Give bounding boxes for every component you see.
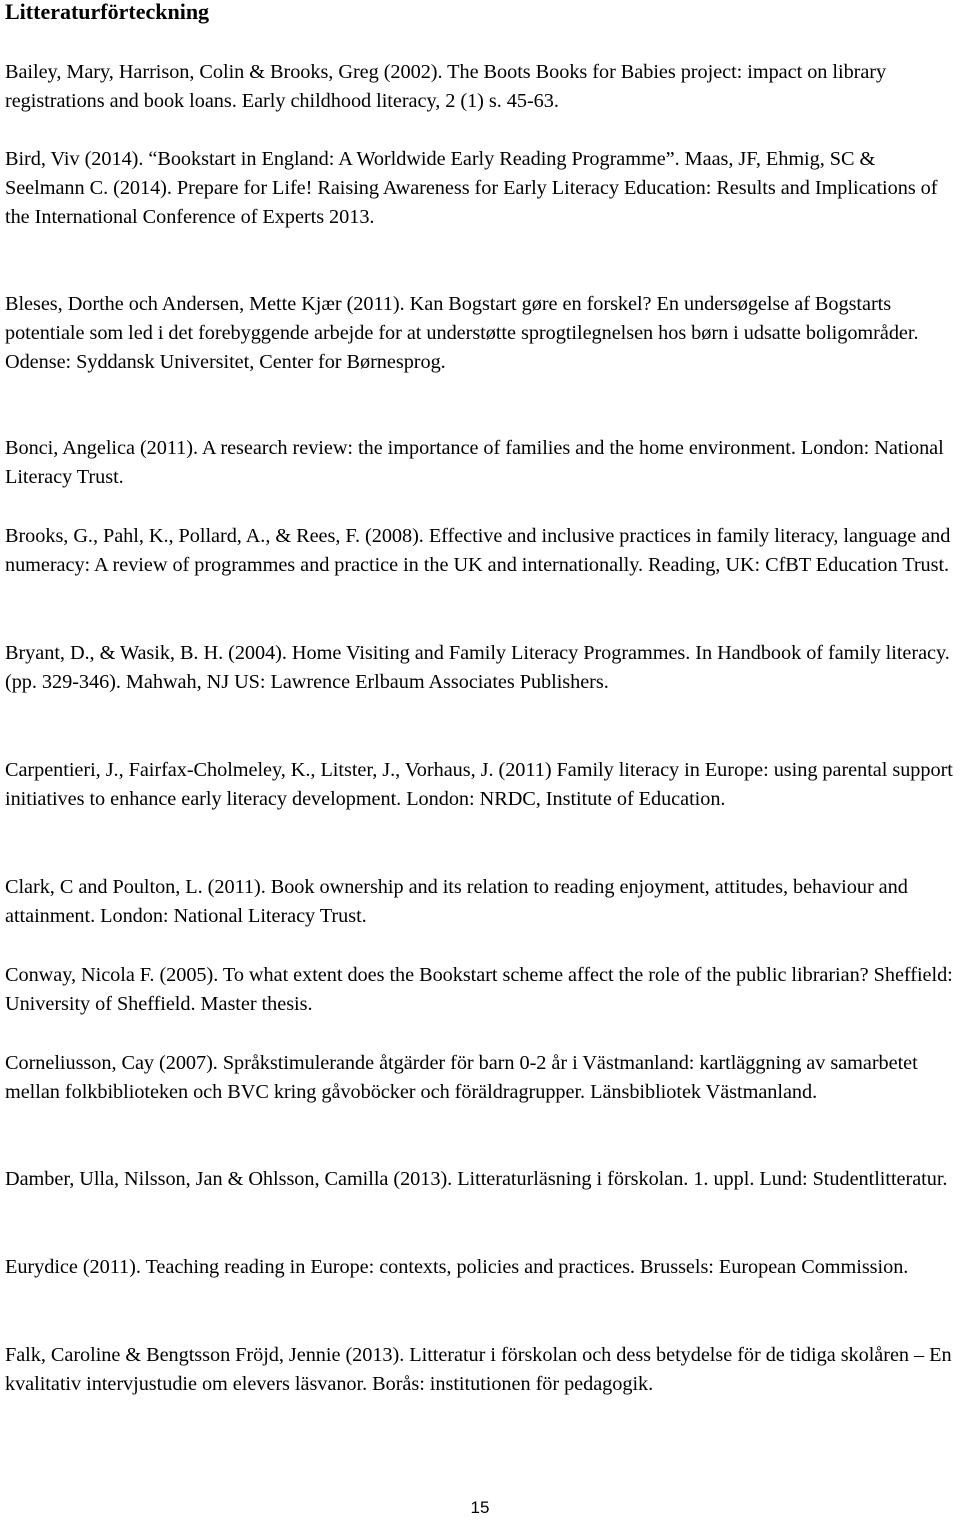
reference-entry: Carpentieri, J., Fairfax-Cholmeley, K., Litster, J., Vorhaus, J. (2011) Family literacy in Europe: using parental support initiatives to enhance early literacy development. London: NRDC, Institute of Education. [5,759,953,811]
reference-entry: Bird, Viv (2014). “Bookstart in England: A Worldwide Early Reading Programme”. Maas, JF, Ehmig, SC & Seelmann C. (2014). Prepare for Life! Raising Awareness for Early Literacy Education: Results and Implications of the International Conference of Experts 2013. [5,148,938,229]
document-page [5,0,955,1396]
reference-entry: Bleses, Dorthe och Andersen, Mette Kjær (2011). Kan Bogstart gøre en forskel? En undersøgelse af Bogstarts potentiale som led i det forebyggende arbejde for at understøtte sprogtilegnelsen hos børn i udsatte boligområder. Odense: Syddansk Universitet, Center for Børnesprog. [5,293,919,374]
reference-entry: Eurydice (2011). Teaching reading in Europe: contexts, policies and practices. Brussels: European Commission. [5,1256,909,1278]
reference-entry: Bonci, Angelica (2011). A research review: the importance of families and the home environment. London: National Literacy Trust. [5,437,944,489]
reference-entry: Bryant, D., & Wasik, B. H. (2004). Home Visiting and Family Literacy Programmes. In Handbook of family literacy. (pp. 329-346). Mahwah, NJ US: Lawrence Erlbaum Associates Publishers. [5,642,950,694]
reference-entry: Damber, Ulla, Nilsson, Jan & Ohlsson, Camilla (2013). Litteraturläsning i förskolan. 1. uppl. Lund: Studentlitteratur. [5,1168,948,1190]
reference-entry: Clark, C and Poulton, L. (2011). Book ownership and its relation to reading enjoyment, attitudes, behaviour and attainment. London: National Literacy Trust. [5,876,908,928]
page-number: 15 [470,1498,490,1517]
reference-entry: Conway, Nicola F. (2005). To what extent does the Bookstart scheme affect the role of the public librarian? Sheffield: University of Sheffield. Master thesis. [5,964,953,1016]
reference-entry: Bailey, Mary, Harrison, Colin & Brooks, Greg (2002). The Boots Books for Babies project: impact on library registrations and book loans. Early childhood literacy, 2 (1) s. 45-63. [5,61,887,113]
reference-entry: Corneliusson, Cay (2007). Språkstimulerande åtgärder för barn 0-2 år i Västmanland: kartläggning av samarbetet mellan folkbiblioteken och BVC kring gåvoböcker och föräldragrupper. Länsbibliotek Västmanland. [5,1052,918,1104]
reference-entry: Brooks, G., Pahl, K., Pollard, A., & Rees, F. (2008). Effective and inclusive practices in family literacy, language and numeracy: A review of programmes and practice in the UK and internationally. Reading, UK: CfBT Education Trust. [5,525,951,577]
page-title: Litteraturförteckning [5,0,210,24]
reference-entry: Falk, Caroline & Bengtsson Fröjd, Jennie (2013). Litteratur i förskolan och dess betydelse för de tidiga skolåren – En kvalitativ intervjustudie om elevers läsvanor. Borås: institutionen för pedagogik. [5,1344,952,1396]
